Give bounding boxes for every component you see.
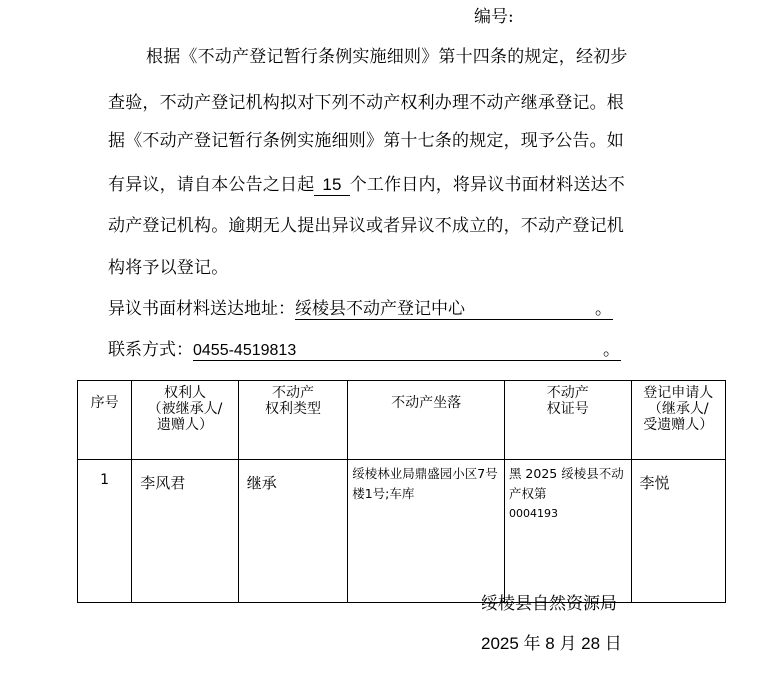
address-end: 。: [595, 299, 612, 319]
property-table: [77, 380, 726, 603]
header-cert-line2: 权证号: [546, 401, 589, 417]
contact-end: 。: [603, 340, 620, 360]
table-header-row: [78, 381, 726, 460]
cell-location: 绥棱林业局鼎盛园小区7号楼1号;车库: [348, 460, 505, 603]
address-label: 异议书面材料送达地址：: [108, 299, 295, 319]
header-holder-line3: 遗赠人）: [156, 417, 213, 433]
cell-right-type: 继承: [238, 460, 348, 603]
notice-line-6: 构将予以登记。: [108, 258, 229, 278]
header-holder-line1: 权利人: [163, 385, 206, 401]
cell-certificate: [504, 460, 631, 603]
header-applicant: [631, 381, 725, 460]
objection-address: [108, 294, 612, 320]
notice-line-4: [108, 170, 668, 196]
notice-line-4-pre: 有异议，请自本公告之日起: [108, 175, 315, 195]
notice-line-3: 据《不动产登记暂行条例实施细则》第十七条的规定，现予公告。如: [108, 131, 624, 151]
contact-info: [108, 335, 620, 361]
header-holder: [132, 381, 238, 460]
cell-cert-line1: 黑 2025 绥棱县不动产权第: [508, 466, 624, 501]
address-value: 绥棱县不动产登记中心: [295, 300, 613, 320]
serial-number-label: 编号:: [474, 7, 514, 27]
cell-cert-number: 0004193: [508, 507, 558, 520]
header-type-line1: 不动产: [271, 385, 314, 401]
header-location: 不动产坐落: [348, 381, 505, 460]
cell-seq: 1: [78, 460, 132, 603]
header-right-type: [238, 381, 348, 460]
issue-date: 2025 年 8 月 28 日: [481, 634, 622, 653]
header-applicant-line1: 登记申请人: [643, 385, 714, 401]
notice-line-2: 查验，不动产登记机构拟对下列不动产权利办理不动产继承登记。根: [108, 93, 624, 113]
issuing-authority: 绥棱县自然资源局: [481, 594, 617, 614]
contact-phone: 0455-4519813: [193, 342, 621, 361]
notice-line-5: 动产登记机构。逾期无人提出异议或者异议不成立的，不动产登记机: [108, 216, 624, 236]
header-holder-line2: （被继承人/: [147, 401, 223, 417]
header-certificate: [504, 381, 631, 460]
contact-label: 联系方式：: [108, 340, 193, 360]
notice-line-1: 根据《不动产登记暂行条例实施细则》第十四条的规定，经初步: [146, 47, 628, 67]
header-seq: 序号: [78, 381, 132, 460]
header-type-line2: 权利类型: [264, 401, 321, 417]
table-row: [78, 460, 726, 603]
header-cert-line1: 不动产: [546, 385, 589, 401]
cell-holder: 李风君: [132, 460, 238, 603]
cell-applicant: 李悦: [631, 460, 725, 603]
header-applicant-line3: 受遗赠人）: [643, 417, 714, 433]
objection-days: 15: [314, 176, 349, 196]
header-applicant-line2: （继承人/: [647, 401, 709, 417]
notice-line-4-post: 个工作日内，将异议书面材料送达不: [349, 175, 625, 195]
